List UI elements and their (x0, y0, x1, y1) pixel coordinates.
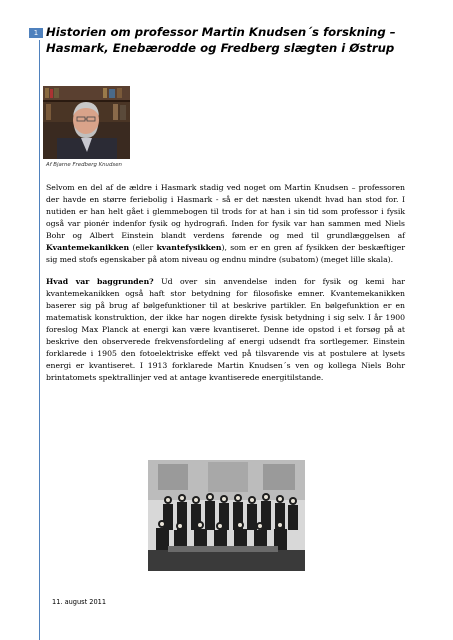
page-title: Historien om professor Martin Knudsen´s forskning – Hasmark, Enebærodde og Fredberg slægten i Østrup (46, 25, 396, 55)
background-heading: Hvad var baggrunden? (46, 277, 154, 286)
intro-text-b: (eller (129, 243, 157, 252)
background-text: Ud over sin anvendelse inden for fysik og kemi har kvantemekanikken også haft stor betydning for filosofiske emner. Kvantemekanikken baserer sig på brug af bølgefunktioner til at beskrive partikler. En bølgefunktion er en matematisk konstruktion, der ikke har nogen direkte fysisk betydning i sig selv. I år 1900 foreslog Max Planck at energi kan være kvantiseret. Denne ide opstod i et forsøg på at beskrive den observerede frekvensfordeling af energi udsendt fra sortlegemer. Einstein forklarede i 1905 den fotoelektriske effekt ved på tilsvarende vis at postulere at lysets energi er kvantiseret. I 1913 forklarede Martin Knudsen´s ven og kollega Niels Bohr brintatomets spektrallinjer ved at antage kvantiserede energitilstande. (46, 277, 405, 382)
term-kvantemekanikken: Kvantemekanikken (46, 243, 130, 252)
footer-date: 11. august 2011 (52, 598, 107, 606)
margin-rule (39, 40, 40, 640)
author-portrait (43, 86, 130, 159)
solvay-group-photo (148, 460, 305, 571)
page-number: 1 (29, 28, 43, 38)
portrait-caption: Af Bjarne Fredberg Knudsen (46, 162, 122, 168)
term-kvantefysikken: kvantefysikken (156, 243, 222, 252)
background-paragraph (46, 276, 405, 384)
intro-text-c: ), som er en gren af fysikken der beskæftiger sig med stofs egenskaber på atom niveau og endnu mindre (subatom) (meget lille skala). (46, 243, 406, 264)
intro-text-a: Selvom en del af de ældre i Hasmark stadig ved noget om Martin Knudsen – professoren der havde en større feriebolig i Hasmark - så er det næsten ukendt hvad han stod for. I nutiden er han helt gået i glemmebogen til trods for at han i sin tid som professor i fysik også var pionér indenfor fysik og hydrografi. Inden for fysik var han sammen med Niels Bohr og Albert Einstein blandt verdens førende og med til grundlæggelsen af (46, 183, 405, 240)
intro-paragraph (46, 182, 405, 266)
